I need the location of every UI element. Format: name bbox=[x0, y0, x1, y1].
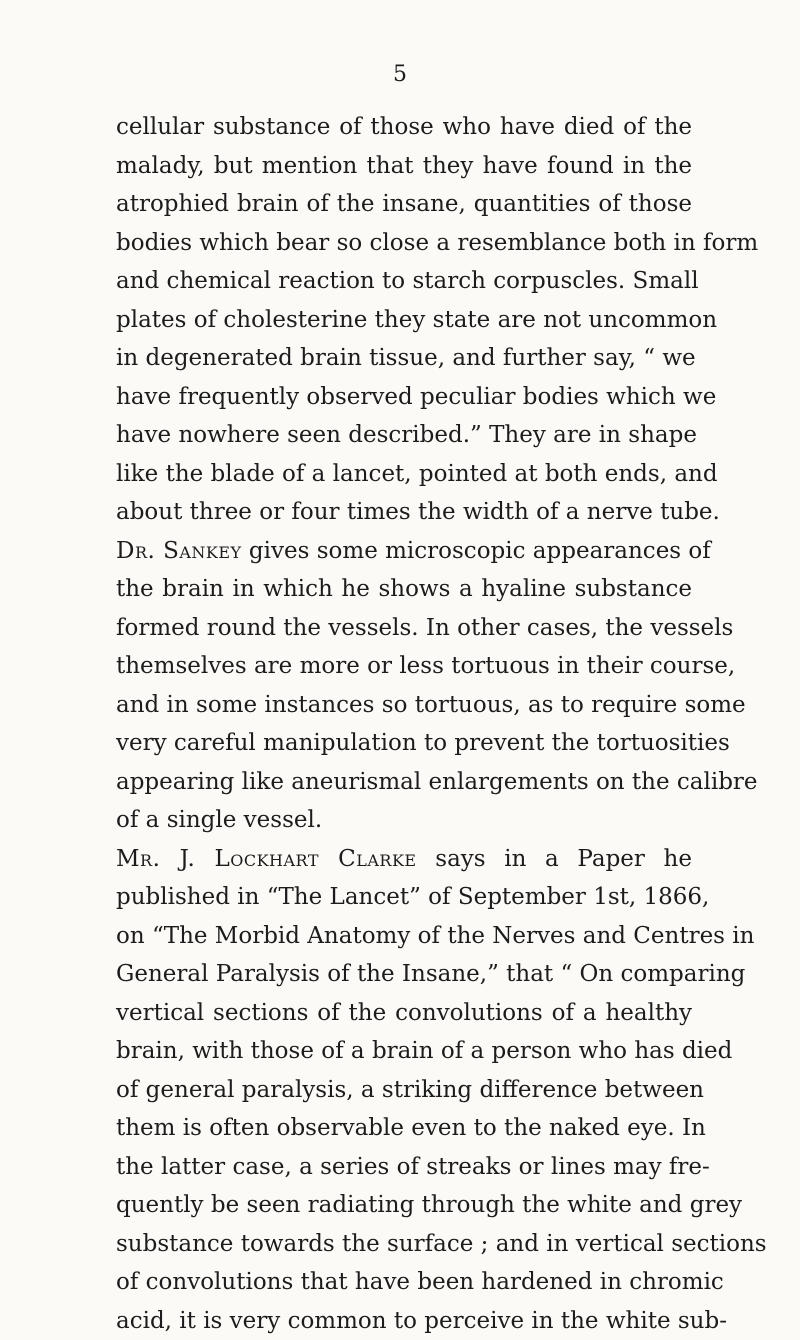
text-line: the brain in which he shows a hyaline substance bbox=[116, 570, 692, 609]
author-name: Dr. Sankey bbox=[116, 538, 242, 564]
text-line: formed round the vessels. In other cases, the vessels bbox=[116, 609, 692, 648]
text-line: acid, it is very common to perceive in the white sub- bbox=[116, 1302, 692, 1340]
text-line: published in “The Lancet” of September 1st, 1866, bbox=[116, 878, 692, 917]
text-line: of convolutions that have been hardened in chromic bbox=[116, 1263, 692, 1302]
text-line: the latter case, a series of streaks or lines may fre- bbox=[116, 1148, 692, 1187]
text-line: of general paralysis, a striking difference between bbox=[116, 1071, 692, 1110]
text-line: like the blade of a lancet, pointed at both ends, and bbox=[116, 455, 692, 494]
text-line: bodies which bear so close a resemblance both in form bbox=[116, 224, 692, 263]
text-line: have nowhere seen described.” They are in shape bbox=[116, 416, 692, 455]
text-line: very careful manipulation to prevent the tortuosities bbox=[116, 724, 692, 763]
text-line: and chemical reaction to starch corpuscles. Small bbox=[116, 262, 692, 301]
text-line: in degenerated brain tissue, and further say, “ we bbox=[116, 339, 692, 378]
text-line: atrophied brain of the insane, quantities of those bbox=[116, 185, 692, 224]
text-line: quently be seen radiating through the white and grey bbox=[116, 1186, 692, 1225]
text-line: themselves are more or less tortuous in their course, bbox=[116, 647, 692, 686]
author-name: Mr. J. Lockhart Clarke bbox=[116, 846, 417, 872]
text-line: of a single vessel. bbox=[116, 801, 692, 840]
text-line: Dr. Sankey gives some microscopic appearances of bbox=[116, 532, 692, 571]
text-line: malady, but mention that they have found in the bbox=[116, 147, 692, 186]
page-number: 5 bbox=[0, 62, 800, 87]
text-line: brain, with those of a brain of a person who has died bbox=[116, 1032, 692, 1071]
text-line: cellular substance of those who have died of the bbox=[116, 108, 692, 147]
text-line: them is often observable even to the naked eye. In bbox=[116, 1109, 692, 1148]
text-line: Mr. J. Lockhart Clarke says in a Paper he bbox=[116, 840, 692, 879]
text-line: and in some instances so tortuous, as to require some bbox=[116, 686, 692, 725]
text-line: General Paralysis of the Insane,” that “ On comparing bbox=[116, 955, 692, 994]
text-line: have frequently observed peculiar bodies which we bbox=[116, 378, 692, 417]
text-line: substance towards the surface ; and in vertical sections bbox=[116, 1225, 692, 1264]
text-line: plates of cholesterine they state are not uncommon bbox=[116, 301, 692, 340]
body-text bbox=[116, 108, 692, 1340]
text-line: on “The Morbid Anatomy of the Nerves and Centres in bbox=[116, 917, 692, 956]
text-line: about three or four times the width of a nerve tube. bbox=[116, 493, 692, 532]
text-line: vertical sections of the convolutions of a healthy bbox=[116, 994, 692, 1033]
text-line: appearing like aneurismal enlargements on the calibre bbox=[116, 763, 692, 802]
